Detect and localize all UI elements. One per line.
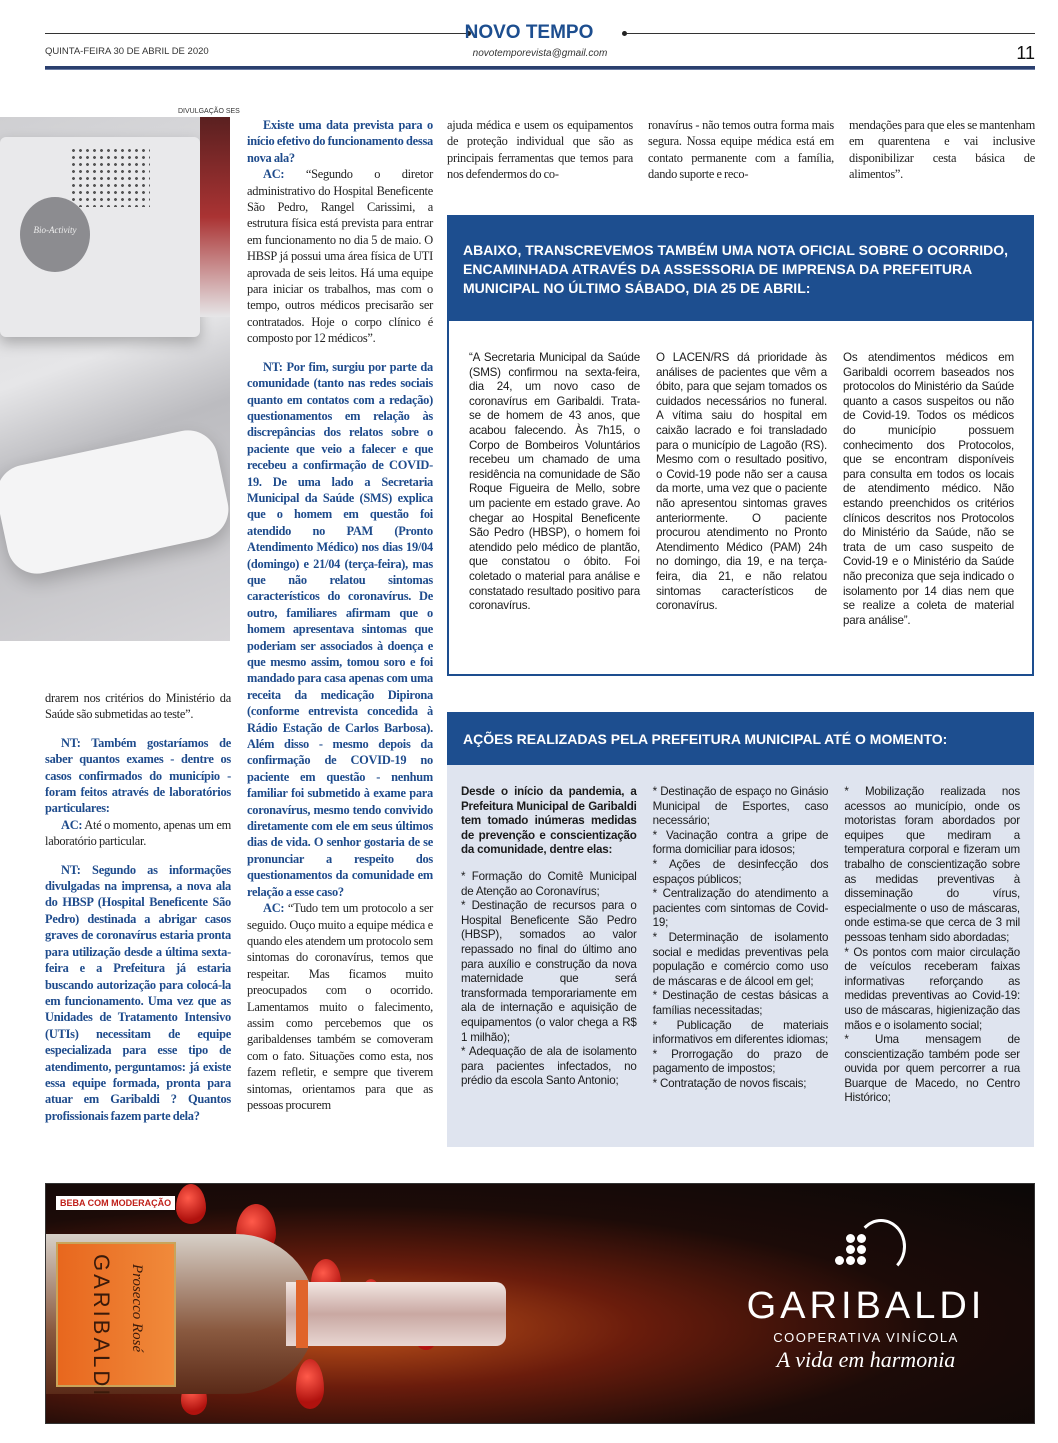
interview-question [247, 359, 433, 900]
speaker-label: AC: [263, 901, 285, 916]
bottle-label [56, 1242, 176, 1399]
drink-responsibly-notice: BEBA COM MODERAÇÃO [56, 1196, 175, 1210]
strawberry-image [176, 1184, 206, 1224]
action-item: * Os pontos com maior circulação de veículos receberam faixas informativas reforçando as medidas preventivas ao Covid-19: uso de máscaras, higienização das mãos e o isolamento social; [844, 945, 1020, 1032]
paragraph-text: Também gostaríamos de saber quantos exames - dentre os casos confirmados do município - foram feitos através de laboratórios particulares: [45, 735, 231, 816]
paragraph-text: Até o momento, apenas um em laboratório particular. [45, 817, 231, 849]
actions-box [447, 765, 1034, 1147]
bottle-neck [286, 1282, 506, 1346]
note-paragraph: O LACEN/RS dá prioridade às análises de pacientes que vêm a óbito, para que sejam tomados os cuidados necessários no funeral. A vítima saiu do hospital em caixão lacrado e foi transladado para o município de Lagoão (RS). Mesmo com o resultado positivo, o Covid-19 pode não ser a causa da morte, uma vez que o paciente não apresentou sintomas graves anteriormente. O paciente procurou atendimento no Pronto Atendimento Médico (PAM) 24h no domingo, dia 19, e na terça-feira, dia 21, e não relatou sintomas característicos de coronavírus. [656, 351, 827, 613]
article-column-2 [247, 117, 433, 1113]
column-text: ronavírus - não temos outra forma mais segura. Nossa equipe médica está em contato permanente com a família, dando suporte e reco- [648, 118, 834, 182]
column-text: ajuda médica e usem os equipamentos de proteção individual que são as principais ferramentas que temos para nos defendermos do co- [447, 118, 633, 182]
official-note-heading: ABAIXO, TRANSCREVEMOS TAMBÉM UMA NOTA OFICIAL SOBRE O OCORRIDO, ENCAMINHADA ATRAVÉS DA ASSESSORIA DE IMPRENSA DA PREFEITURA MUNICIPAL NO ÚLTIMO SÁBADO, DIA 25 DE ABRIL: [447, 215, 1034, 321]
speaker-label: NT: [263, 359, 283, 374]
garibaldi-logo [736, 1214, 996, 1373]
actions-heading: AÇÕES REALIZADAS PELA PREFEITURA MUNICIPAL ATÉ O MOMENTO: [447, 712, 1034, 765]
interview-answer [247, 900, 433, 1113]
bottle-brand: GARIBALDI [89, 1254, 114, 1399]
speaker-label: NT: [61, 862, 81, 877]
speaker-label: NT: [61, 735, 81, 750]
action-item: * Destinação de cestas básicas a famílias necessitadas; [652, 989, 829, 1017]
interview-question [247, 117, 433, 166]
publication-title: NOVO TEMPO [464, 22, 594, 43]
paragraph-text: Segundo as informações divulgadas na imprensa, a nova ala do HBSP (Hospital Beneficente São Pedro) destinada a abrigar casos graves de coronavírus estaria pronta para utilização desde a última sexta-feira e a Prefeitura já estaria buscando autorização para colocá-la em funcionamento. Uma vez que as Unidades de Tratamento Intensivo (UTIs) necessitam de equipe especializada para esse tipo de atendimento, perguntamos: já existe essa equipe formada, pronta para atuar em Garibaldi ? Quantos profissionais fazem parte dela? [45, 862, 231, 1123]
action-item: * Formação do Comitê Municipal de Atenção ao Coronavírus; [461, 869, 637, 898]
action-item: * Destinação de recursos para o Hospital Beneficente São Pedro (HBSP), somados ao valor repassado no final do último ano para auxílio e construção da nova maternidade que será transformada temporariamente em ala de internação e aquisição de equipamentos (o valor chega a R$ 1 milhão); [461, 899, 637, 1044]
ad-tagline: A vida em harmonia [776, 1347, 956, 1372]
contact-email: novotemporevista@gmail.com [472, 48, 608, 59]
paragraph-text: Por fim, surgiu por parte da comunidade (tanto nas redes sociais quanto em contatos com a redação) questionamentos em relação às discrepâncias dos relatos sobre o paciente que veio a falecer e que recebeu a confirmação de COVID-19. De uma lado a Secretaria Municipal da Saúde (SMS) explica que o homem em questão foi atendido no PAM (Pronto Atendimento Médico) nos dias 19/04 (domingo) e 21/04 (terça-feira), mas que não relatou sintomas característicos do coronavírus. De outro, familiares afirmam que o homem apresentava sintomas que poderiam ser associados à doença e que mesmo assim, tomou soro e foi mandado para casa apenas com uma receita da medicação Dipirona (conforme entrevista concedida à Rádio Estação de Carlos Barbosa). Além disso - mesmo depois da confirmação de COVID-19 no paciente em questão - nenhum familiar foi submetido à exame para coronavírus, mesmo tendo convivido diretamente com ele em seus últimos dias de vida. O senhor gostaria de se pronunciar a respeito dos questionamentos da comunidade em relação a esse caso? [247, 359, 433, 899]
action-item: * Vacinação contra a gripe de forma domiciliar para idosos; [652, 828, 829, 857]
official-note-text [469, 351, 1014, 628]
bottle-product: Prosecco Rosé [129, 1264, 145, 1353]
interview-answer [247, 166, 433, 346]
issue-date: QUINTA-FEIRA 30 DE ABRIL DE 2020 [45, 46, 209, 57]
note-paragraph: “A Secretaria Municipal da Saúde (SMS) confirmou na sexta-feira, dia 24, um novo caso de coronavírus em Garibaldi. Trata-se de homem de 43 anos, que acabou falecendo. Às 7h15, o Corpo de Bombeiros Voluntários recebeu um chamado de uma residência na comunidade de São Roque Figueira de Mello, sobre um paciente em estado grave. Ao chegar ao Hospital Beneficente São Pedro (HBSP), o homem foi atendido pelo médico de plantão, que constatou o óbito. Foi coletado o material para análise e constatado resultado positivo para coronavírus. [469, 351, 640, 613]
official-note-box [447, 321, 1034, 676]
column-text: mendações para que eles se mantenham em quarentena e vai inclusive disponibilizar cesta básica de alimentos”. [849, 118, 1035, 182]
interview-question [45, 862, 231, 1125]
interview-answer [45, 817, 231, 850]
action-item: * Prorrogação do prazo de pagamento de impostos; [652, 1047, 829, 1076]
speaker-label: AC: [61, 817, 83, 832]
test-kit-image [0, 425, 230, 579]
bottle-image [46, 1234, 526, 1399]
grape-logo-icon [736, 1214, 996, 1284]
page-number: 11 [1016, 43, 1035, 63]
ad-brand-name: GARIBALDI [746, 1285, 986, 1327]
paragraph-text: drarem nos critérios do Ministério da Saúde são submetidas ao teste”. [45, 691, 231, 722]
action-item: * Uma mensagem de conscientização também pode ser ouvida por quem percorrer a rua Buarque de Macedo, no Centro Histórico; [844, 1033, 1020, 1105]
article-column-4 [648, 117, 834, 183]
action-item: * Ações de desinfecção dos espaços públicos; [652, 857, 829, 886]
article-column-5 [849, 117, 1035, 183]
action-item: * Adequação de ala de isolamento para pacientes infectados, no prédio da escola Santo Antonio; [461, 1045, 637, 1088]
note-paragraph: Os atendimentos médicos em Garibaldi ocorrem baseados nos protocolos do Ministério da Saúde quanto a casos suspeitos ou não de Covid-19. Todos os médicos do município possuem conhecimento dos Protocolos, que se encontram disponíveis para consulta em todos os locais de atendimento médico. Não estando preenchidos os critérios clínicos descritos nos Protocolos do Ministério da Saúde, não se trata de um caso suspeito de Covid-19 e o Ministério da Saúde não preconiza que seja indicado o isolamento por 14 dias nem que se realize a coleta de material para análise”. [843, 351, 1014, 627]
paragraph-text: “Tudo tem um protocolo a ser seguido. Ouço muito a equipe médica e quando eles atendem um protocolo sem sintomas do coronavírus, temos que respeitar. Mas ficamos muito preocupados com o ocorrido. Lamentamos muito o falecimento, assim como percebemos que os garibaldenses também se comoveram com o fato. Situações como esta, nos fazem refletir, e sempre que tiverem sintomas, orientamos para que as pessoas procurem [247, 901, 433, 1112]
action-item: * Mobilização realizada nos acessos ao município, onde os motoristas foram abordados por equipes que mediram a temperatura corporal e fizeram um trabalho de conscientização sobre as medidas preventivas à disseminação do vírus, especialmente o uso de máscaras, onde estima-se que cerca de 3 mil pessoas tenham sido abordadas; [844, 785, 1020, 944]
interview-question [45, 735, 231, 817]
actions-lead: Desde o início da pandemia, a Prefeitura Municipal de Garibaldi tem tomado inúmeras medidas de prevenção e conscientização da comunidade, dentre elas: [461, 785, 637, 857]
header-divider [45, 66, 1035, 70]
device-logo: Bio-Activity [20, 197, 90, 272]
paragraph-text: Existe uma data prevista para o início efetivo do funcionamento dessa nova ala? [247, 118, 433, 165]
garibaldi-advertisement[interactable] [45, 1183, 1035, 1424]
action-item: * Contratação de novos fiscais; [652, 1076, 807, 1090]
action-item: * Publicação de materiais informativos em diferentes idiomas; [652, 1018, 829, 1047]
photo-credit: DIVULGAÇÃO SES [178, 108, 240, 115]
action-item: * Determinação de isolamento social e medidas preventivas pela população e comércio como uso de máscaras e de álcool em gel; [652, 930, 829, 988]
ad-subtitle: COOPERATIVA VINÍCOLA [773, 1330, 959, 1345]
article-photo [0, 117, 230, 641]
actions-list [461, 785, 1020, 1106]
interview-answer [45, 690, 231, 723]
device-grill [70, 147, 150, 207]
speaker-label: AC: [263, 167, 285, 182]
paragraph-text: “Segundo o diretor administrativo do Hospital Beneficente São Pedro, Rangel Carissimi, a estrutura física está prevista para entrar em funcionamento no dia 5 de maio. O HBSP já possui uma área física de UTI aprovada de seis leitos. Há uma equipe para iniciar os trabalhos, mas com o tempo, outros médicos precisarão ser contratados. Hoje o corpo clínico é composto por 12 médicos”. [247, 167, 433, 346]
action-item: * Destinação de espaço no Ginásio Municipal de Esportes, caso necessário; [652, 785, 829, 828]
article-column-left [45, 690, 231, 1124]
photo-background [200, 117, 230, 317]
action-item: * Centralização do atendimento a pacientes com sintomas de Covid-19; [652, 887, 829, 930]
article-column-3 [447, 117, 633, 183]
device-image [0, 137, 200, 337]
bottle-foil [296, 1280, 308, 1348]
